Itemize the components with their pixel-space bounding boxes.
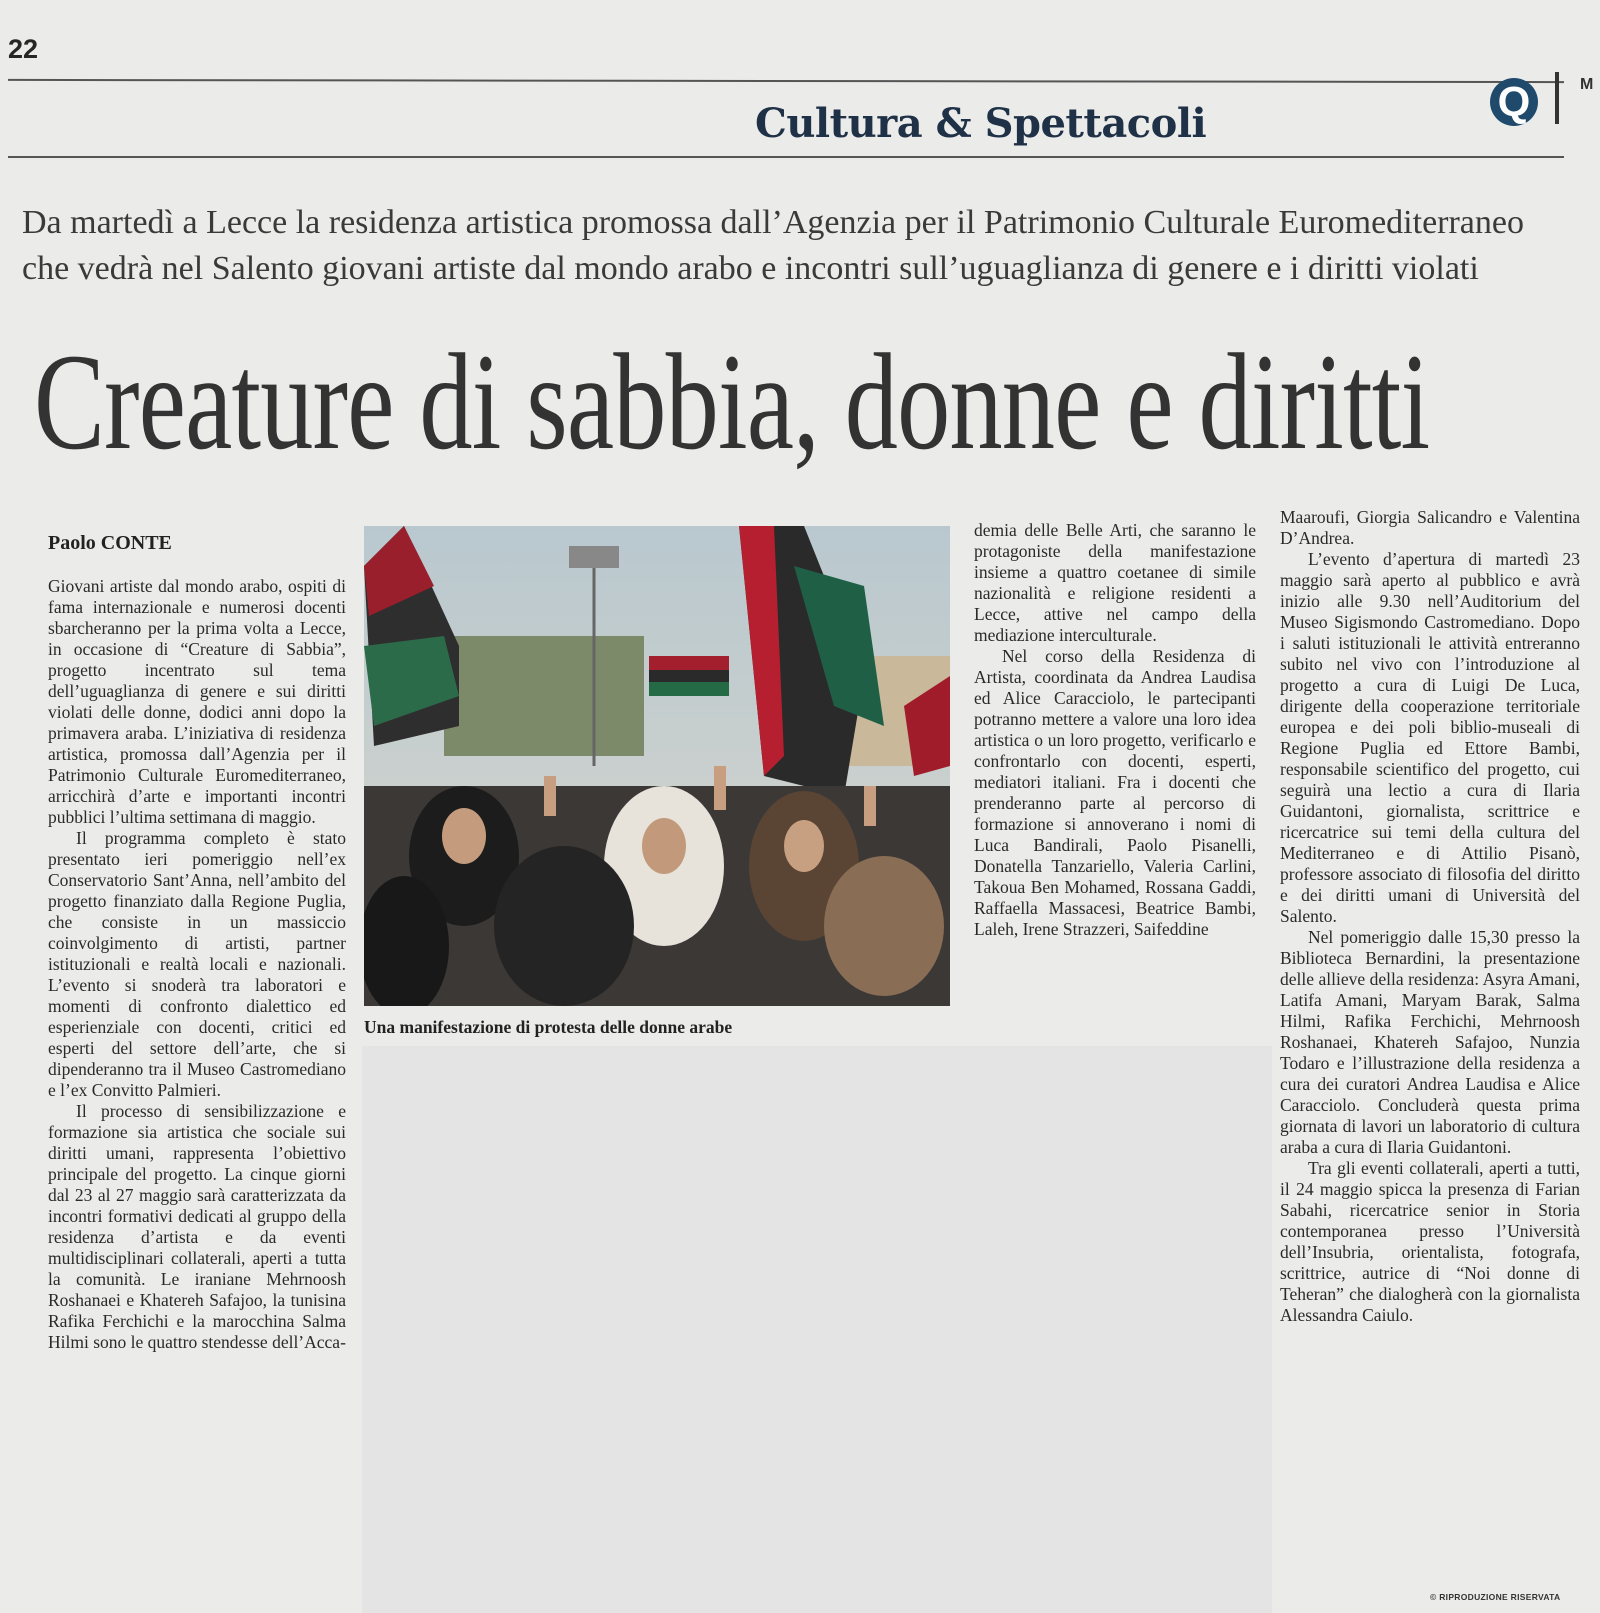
paragraph: Tra gli eventi collaterali, aperti a tutti, il 24 maggio spicca la presenza di Farian Sabahi, ricercatrice senior in Storia contemporanea presso l’Università dell’Insubria, orientalista, fotografa, scrittrice, autrice di “Noi donne di Teheran” che dialogherà con la giornalista Alessandra Caiulo. — [1280, 1158, 1580, 1325]
photo-caption: Una manifestazione di protesta delle donne arabe — [364, 1017, 733, 1037]
kicker-line-1: Da martedì a Lecce la residenza artistica promossa dall’Agenzia per il Patrimonio Culturale Euromediterraneo — [22, 204, 1524, 241]
paragraph: L’evento d’apertura di martedì 23 maggio sarà aperto al pubblico e avrà inizio alle 9.30 nell’Auditorium del Museo Sigismondo Castromediano. Dopo i saluti istituzionali le attività entreranno subito nel vivo con l’introduzione al progetto a cura di Luigi De Luca, dirigente della cooperazione territoriale europea e dei poli biblio-museali di Regione Puglia ed Ettore Bambi, responsabile scientifico del progetto, cui seguirà una lectio a cura di Ilaria Guidantoni, giornalista, scrittrice e ricercatrice sui temi della cultura del Mediterraneo e di Attilio Pisanò, professore associato di filosofia del diritto e dei diritti umani di Università del Salento. — [1280, 549, 1580, 926]
paragraph: Il programma completo è stato presentato ieri pomeriggio nell’ex Conservatorio Sant’Anna, nell’ambito del progetto finanziato dalla Regione Puglia, che consiste in un massiccio coinvolgimento di artisti, partner istituzionali e realtà locali e nazionali. L’evento si snoderà tra laboratori e momenti di confronto dialettico ed esperienziale con docenti, critici ed esperti del settore dell’arte, che si dipenderanno tra il Museo Castromediano e l’ex Convitto Palmieri. — [48, 828, 346, 1100]
column-1 — [48, 576, 346, 1353]
page-number: 22 — [8, 34, 39, 64]
column-3 — [974, 520, 1256, 940]
paragraph: Nel pomeriggio dalle 15,30 presso la Biblioteca Bernardini, la presentazione delle allieve della residenza: Asyra Amani, Latifa Amani, Maryam Barak, Salma Hilmi, Rafika Ferchichi, Mehrnoosh Roshanaei, Khatereh Safajoo, Nunzia Todaro e l’illustrazione della residenza a cura dei curatori Andrea Laudisa e Alice Caracciolo. Concluderà questa prima giornata di lavori un laboratorio di cultura araba a cura di Ilaria Guidantoni. — [1280, 927, 1580, 1157]
copyright-credit: © RIPRODUZIONE RISERVATA — [1430, 1592, 1561, 1602]
byline: Paolo CONTE — [48, 532, 172, 554]
masthead-divider — [1555, 72, 1559, 124]
paragraph: demia delle Belle Arti, che saranno le protagoniste della manifestazione insieme a quattro coetanee di simile nazionalità e religione residenti a Lecce, attive nel campo della mediazione interculturale. — [974, 520, 1256, 645]
top-rule — [8, 79, 1564, 83]
column-4 — [1280, 507, 1580, 1326]
masthead-cut-text: M — [1580, 76, 1594, 93]
article-photo — [364, 526, 950, 1006]
paragraph: Nel corso della Residenza di Artista, coordinata da Andrea Laudisa ed Alice Caracciolo, le partecipanti potranno mettere a valore una loro idea artistica o un loro progetto, verificarlo e confrontarlo con docenti, esperti, mediatori italiani. Fra i docenti che prenderanno parte al percorso di formazione si annoverano i nomi di Luca Bandirali, Paolo Pisanelli, Donatella Tanzariello, Valeria Carlini, Takoua Ben Mohamed, Rossana Gaddi, Raffaella Massacesi, Beatrice Bambi, Laleh, Irene Strazzeri, Saifeddine — [974, 646, 1256, 939]
section-title: Cultura & Spettacoli — [755, 100, 1207, 147]
kicker — [22, 200, 1572, 292]
blank-area — [362, 1046, 1272, 1613]
paragraph: Maaroufi, Giorgia Salicandro e Valentina D’Andrea. — [1280, 507, 1580, 548]
paragraph: Il processo di sensibilizzazione e formazione sia artistica che sociale sui diritti umani, rappresenta l’obiettivo principale del progetto. La cinque giorni dal 23 al 27 maggio sarà caratterizzata da incontri formativi dedicati al gruppo della residenza d’artista e da eventi multidisciplinari collaterali, aperti a tutta la comunità. Le iraniane Mehrnoosh Roshanaei e Khatereh Safajoo, la tunisina Rafika Ferchichi e la marocchina Salma Hilmi sono le quattro stendesse dell’Acca- — [48, 1101, 346, 1352]
newspaper-logo: Q — [1490, 78, 1538, 126]
headline: Creature di sabbia, donne e diritti — [34, 325, 1430, 478]
protest-photo-icon — [364, 526, 950, 1006]
kicker-line-2: che vedrà nel Salento giovani artiste dal mondo arabo e incontri sull’uguaglianza di genere e i diritti violati — [22, 250, 1479, 287]
paragraph: Giovani artiste dal mondo arabo, ospiti di fama internazionale e numerosi docenti sbarcheranno per la prima volta a Lecce, in occasione di “Creature di Sabbia”, progetto incentrato sul tema dell’uguaglianza di genere e sui diritti violati delle donne, dodici anni dopo la primavera araba. L’iniziativa di residenza artistica, promossa dall’Agenzia per il Patrimonio Culturale Euromediterraneo, arricchirà d’arte e importanti incontri pubblici l’ultima settimana di maggio. — [48, 576, 346, 827]
section-rule — [8, 156, 1564, 158]
